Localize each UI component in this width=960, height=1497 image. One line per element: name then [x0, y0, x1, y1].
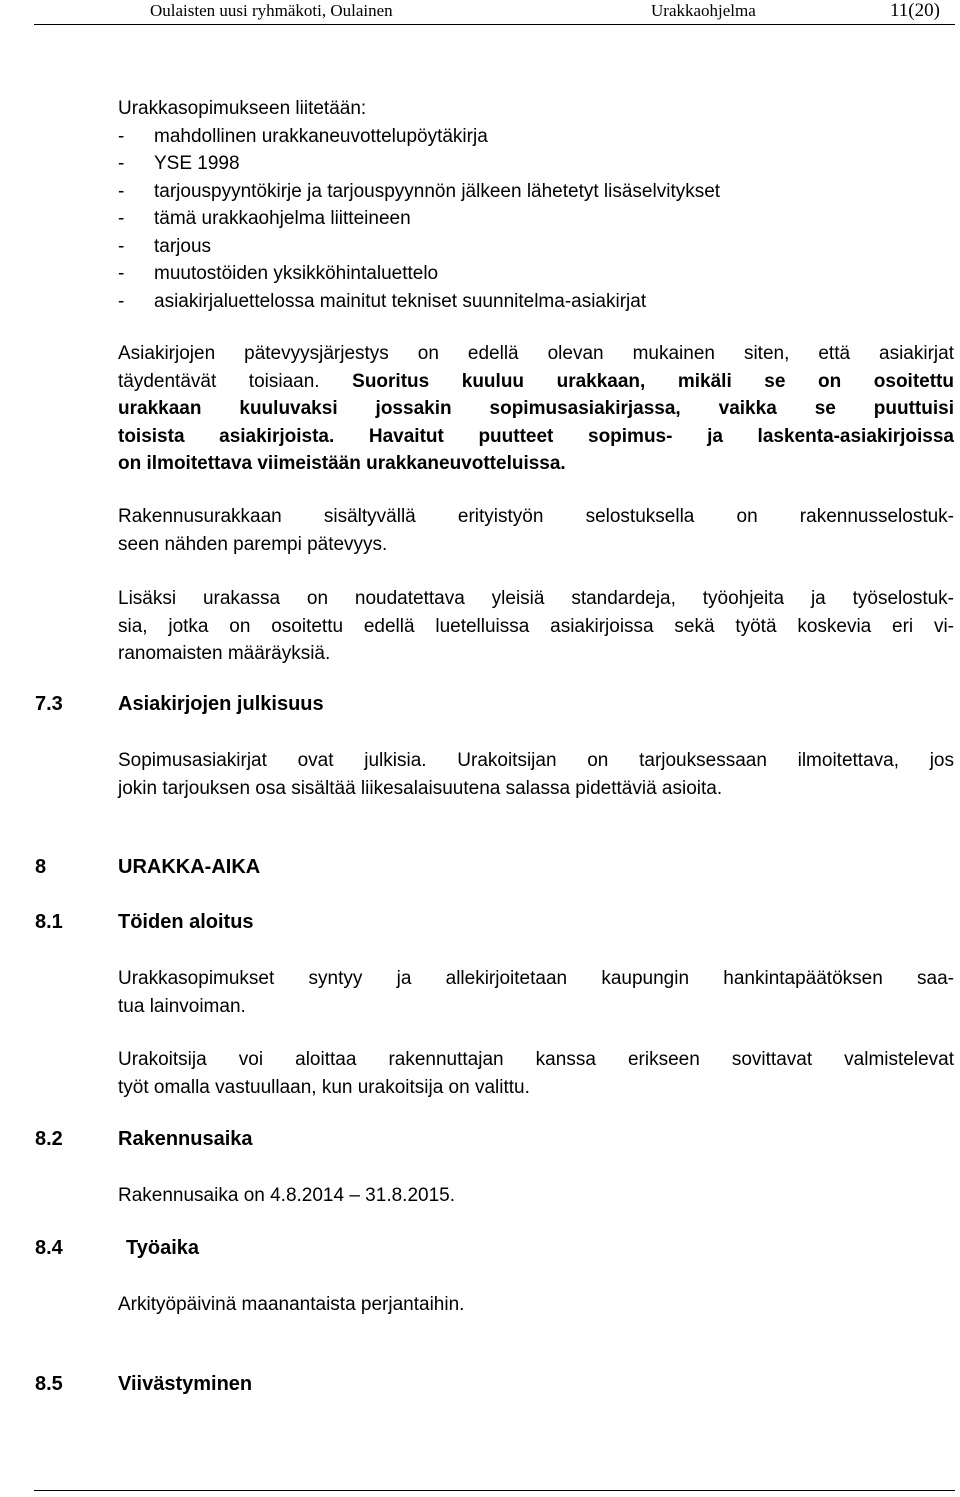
- section-8-2-title: Rakennusaika: [118, 1128, 253, 1150]
- list-item: - YSE 1998: [118, 153, 240, 174]
- section-8-1-paragraph-1: Urakkasopimukset syntyy ja allekirjoitetaan kaupungin hankintapäätöksen saa- tua lainvoiman.: [118, 968, 954, 1017]
- section-8-5-number: 8.5: [35, 1373, 63, 1395]
- special-work-paragraph: Rakennusurakkaan sisältyvällä erityistyön selostuksella on rakennusselostuk- seen nähden parempi pätevyys.: [118, 506, 954, 555]
- section-7-3-title: Asiakirjojen julkisuus: [118, 693, 324, 715]
- header-organization: Oulaisten uusi ryhmäkoti, Oulainen: [150, 1, 393, 20]
- section-8-1-number: 8.1: [35, 911, 63, 933]
- list-item: - mahdollinen urakkaneuvottelupöytäkirja: [118, 125, 488, 147]
- list-item: - muutostöiden yksikköhintaluettelo: [118, 263, 439, 284]
- attachments-intro: Urakkasopimukseen liitetään:: [118, 98, 367, 119]
- standards-paragraph: Lisäksi urakassa on noudatettava yleisiä standardeja, työohjeita ja työselostuk- sia, jotka on osoitettu edellä luetelluissa asiakirjoissa sekä työtä koskevia eri vi- ranomaisten määräyksiä.: [118, 588, 954, 664]
- section-8-5-title: Viivästyminen: [118, 1373, 253, 1395]
- section-8-title: URAKKA-AIKA: [118, 856, 261, 878]
- list-item: - asiakirjaluettelossa mainitut tekniset suunnitelma-asiakirjat: [118, 290, 647, 312]
- section-8-1-title: Töiden aloitus: [118, 911, 254, 933]
- section-7-3-paragraph: Sopimusasiakirjat ovat julkisia. Urakoitsijan on tarjouksessaan ilmoitettava, jos jokin tarjouksen osa sisältää liikesalaisuutena salassa pidettäviä asioita.: [118, 750, 954, 799]
- list-item: - tämä urakkaohjelma liitteineen: [118, 208, 411, 229]
- list-item: - tarjouspyyntökirje ja tarjouspyynnön jälkeen lähetetyt lisäselvitykset: [118, 180, 721, 202]
- attachments-list: [118, 95, 954, 315]
- section-8-4-title: Työaika: [126, 1237, 199, 1259]
- header-document-title: Urakkaohjelma: [651, 1, 756, 20]
- section-8-4-paragraph: Arkityöpäivinä maanantaista perjantaihin.: [118, 1294, 465, 1315]
- section-8-2-number: 8.2: [35, 1128, 63, 1150]
- header-page-number: 11(20): [890, 0, 940, 21]
- section-8-4-number: 8.4: [35, 1237, 63, 1259]
- section-8-1-paragraph-2: Urakoitsija voi aloittaa rakennuttajan kanssa erikseen sovittavat valmistelevat työt omalla vastuullaan, kun urakoitsija on valittu.: [118, 1049, 954, 1098]
- section-7-3-number: 7.3: [35, 693, 63, 715]
- list-item: - tarjous: [118, 235, 212, 257]
- priority-paragraph: Asiakirjojen pätevyysjärjestys on edellä olevan mukainen siten, että asiakirjat täydentävät toisiaan. Suoritus kuuluu urakkaan, mikäli se on osoitettu urakkaan kuuluvaksi jossakin sopimusasiakirjassa, vaikka se puuttuisi toisista asiakirjoista. Havaitut puutteet sopimus- ja laskenta-asiakirjoissa on ilmoitettava viimeistään urakkaneuvotteluissa.: [118, 343, 954, 474]
- section-8-number: 8: [35, 856, 47, 878]
- footer-rule: [34, 1490, 955, 1491]
- section-8-2-paragraph: Rakennusaika on 4.8.2014 – 31.8.2015.: [118, 1185, 455, 1206]
- header-rule: [34, 24, 955, 25]
